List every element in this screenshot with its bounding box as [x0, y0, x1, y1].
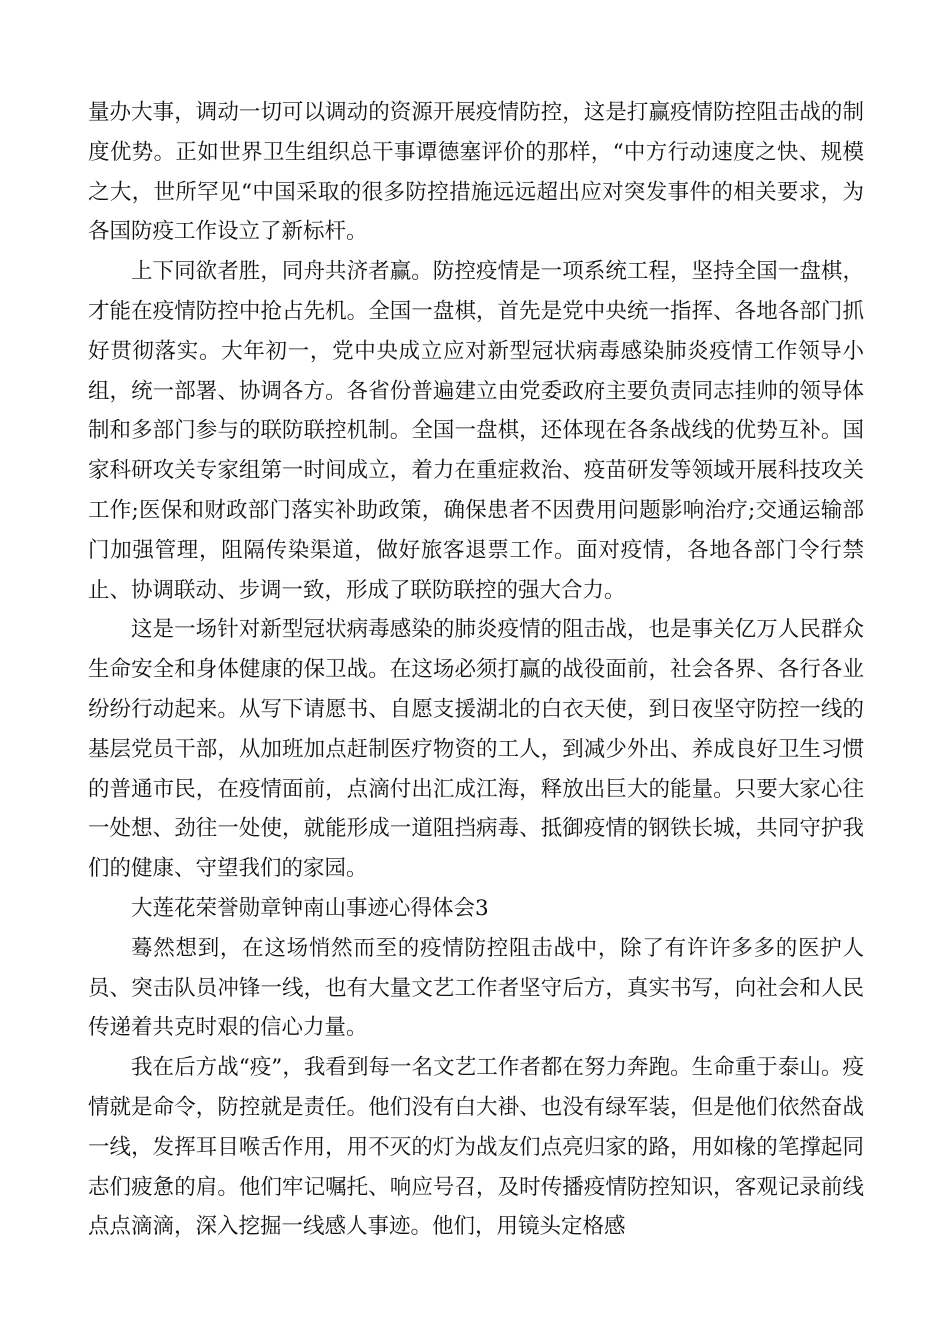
paragraph-continuation: 量办大事，调动一切可以调动的资源开展疫情防控，这是打赢疫情防控阻击战的制度优势。正如世界卫生组织总干事谭德塞评价的那样，“中方行动速度之快、规模之大，世所罕见“中国采取的很多防控措施远远超出应对突发事件的相关要求，为各国防疫工作设立了新标杆。 — [88, 100, 864, 245]
paragraph-rear-front: 我在后方战“疫”，我看到每一名文艺工作者都在努力奔跑。生命重于泰山。疫情就是命令，防控就是责任。他们没有白大褂、也没有绿军装，但是他们依然奋战一线，发挥耳目喉舌作用，用不灭的灯为战友们点亮归家的路，用如椽的笔撑起同志们疲惫的肩。他们牢记嘱托、响应号召，及时传播疫情防控知识，客观记录前线点点滴滴，深入挖掘一线感人事迹。他们，用镜头定格感 — [88, 1055, 864, 1240]
paragraph-art-workers: 蓦然想到，在这场悄然而至的疫情防控阻击战中，除了有许许多多的医护人员、突击队员冲锋一线，也有大量文艺工作者坚守后方，真实书写，向社会和人民传递着共克时艰的信心力量。 — [88, 935, 864, 1041]
section-heading: 大莲花荣誉勋章钟南山事迹心得体会3 — [131, 895, 489, 921]
paragraph-defense-battle: 这是一场针对新型冠状病毒感染的肺炎疫情的阻击战，也是事关亿万人民群众生命安全和身体健康的保卫战。在这场必须打赢的战役面前，社会各界、各行各业纷纷行动起来。从写下请愿书、自愿支援湖北的白衣天使，到日夜坚守防控一线的基层党员干部，从加班加点赶制医疗物资的工人，到减少外出、养成良好卫生习惯的普通市民，在疫情面前，点滴付出汇成江海，释放出巨大的能量。只要大家心往一处想、劲往一处使，就能形成一道阻挡病毒、抵御疫情的钢铁长城，共同守护我们的健康、守望我们的家园。 — [88, 617, 864, 882]
paragraph-united-effort: 上下同欲者胜，同舟共济者赢。防控疫情是一项系统工程，坚持全国一盘棋，才能在疫情防控中抢占先机。全国一盘棋，首先是党中央统一指挥、各地各部门抓好贯彻落实。大年初一，党中央成立应对新型冠状病毒感染肺炎疫情工作领导小组，统一部署、协调各方。各省份普遍建立由党委政府主要负责同志挂帅的领导体制和多部门参与的联防联控机制。全国一盘棋，还体现在各条战线的优势互补。国家科研攻关专家组第一时间成立，着力在重症救治、疫苗研发等领域开展科技攻关工作;医保和财政部门落实补助政策，确保患者不因费用问题影响治疗;交通运输部门加强管理，阻隔传染渠道，做好旅客退票工作。面对疫情，各地各部门令行禁止、协调联动、步调一致，形成了联防联控的强大合力。 — [88, 259, 864, 603]
document-page — [88, 93, 864, 1247]
